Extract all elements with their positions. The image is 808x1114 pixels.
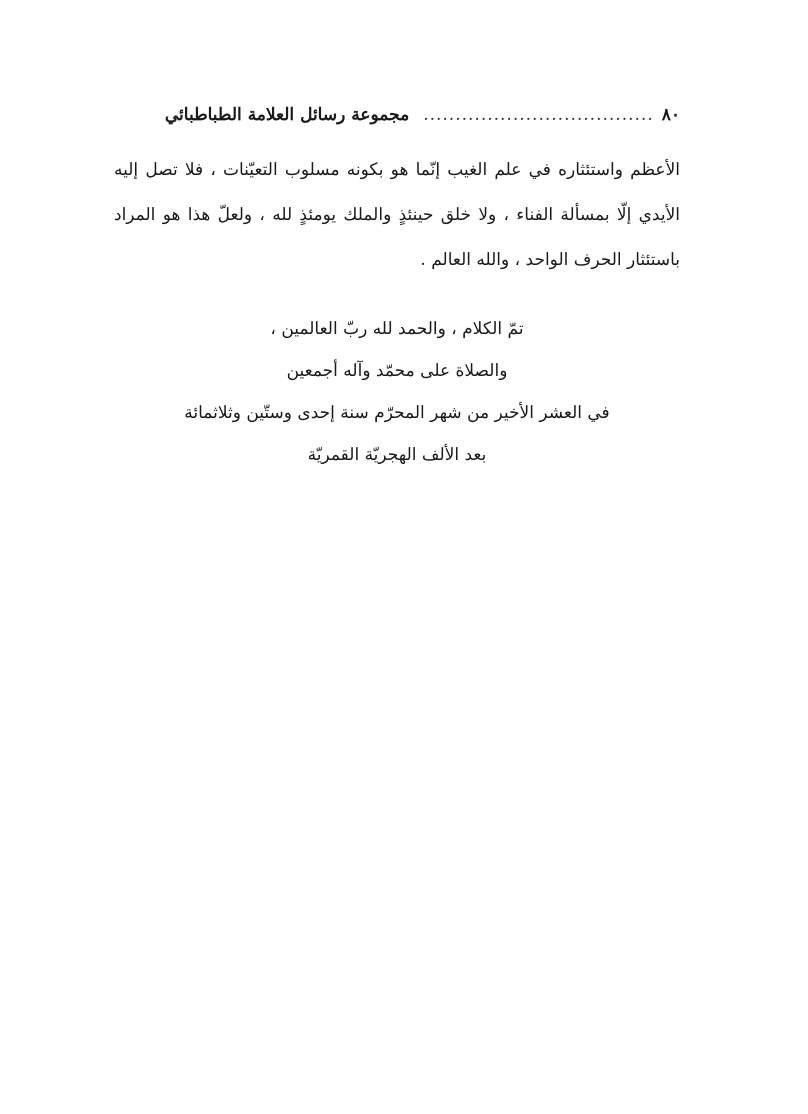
body-paragraph: الأعظم واستئثاره في علم الغيب إنّما هو بكونه مسلوب التعيّنات ، فلا تصل إليه الأيدي إلّا بمسألة الفناء ، ولا خلق حينئذٍ والملك يومئذٍ لله ، ولعلّ هذا هو المراد باستئثار الحرف الواحد ، والله العالم . — [114, 160, 680, 270]
colophon-line-1: تمّ الكلام ، والحمد لله ربّ العالمين ، — [270, 319, 524, 339]
colophon-line-3: في العشر الأخير من شهر المحرّم سنة إحدى وستّين وثلاثمائة — [184, 403, 610, 423]
running-title: مجموعة رسائل العلامة الطباطبائي — [164, 105, 410, 125]
page-number: ٨٠ — [661, 105, 680, 125]
page-header — [114, 100, 680, 130]
colophon — [114, 308, 680, 476]
colophon-line-4: بعد الألف الهجريّة القمريّة — [307, 445, 487, 465]
body-text — [114, 148, 680, 283]
colophon-line-2: والصلاة على محمّد وآله أجمعين — [286, 361, 508, 381]
header-leader-dots: .................................... — [423, 105, 654, 125]
